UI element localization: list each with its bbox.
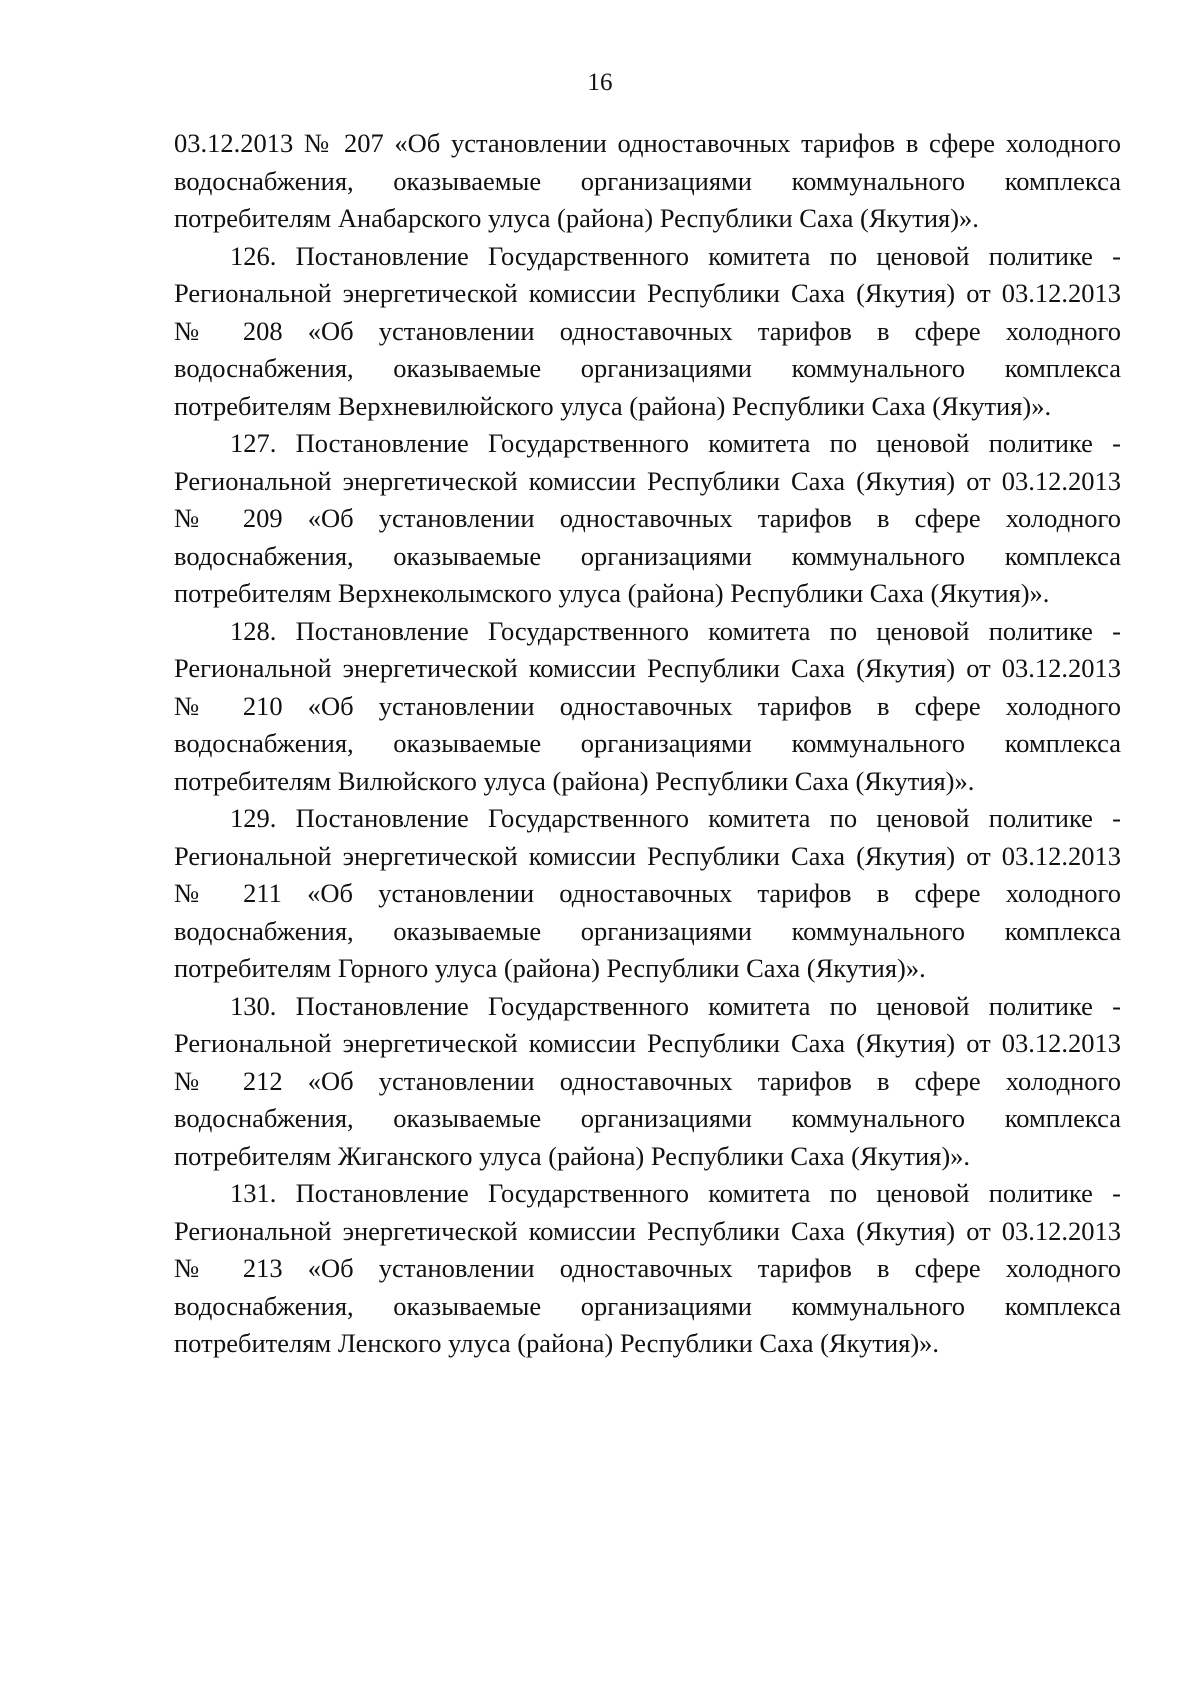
paragraph-item-126: 126. Постановление Государственного комитета по ценовой политике - Региональной энергетической комиссии Республики Саха (Якутия) от 03.12.2013 № 208 «Об установлении одноставочных тарифов в сфере холодного водоснабжения, оказываемые организациями коммунального комплекса потребителям Верхневилюйского улуса (района) Республики Саха (Якутия)». bbox=[174, 240, 1121, 421]
document-body bbox=[174, 125, 1121, 1363]
paragraph-item-128: 128. Постановление Государственного комитета по ценовой политике - Региональной энергетической комиссии Республики Саха (Якутия) от 03.12.2013 № 210 «Об установлении одноставочных тарифов в сфере холодного водоснабжения, оказываемые организациями коммунального комплекса потребителям Вилюйского улуса (района) Республики Саха (Якутия)». bbox=[174, 615, 1121, 796]
paragraph-item-130: 130. Постановление Государственного комитета по ценовой политике - Региональной энергетической комиссии Республики Саха (Якутия) от 03.12.2013 № 212 «Об установлении одноставочных тарифов в сфере холодного водоснабжения, оказываемые организациями коммунального комплекса потребителям Жиганского улуса (района) Республики Саха (Якутия)». bbox=[174, 990, 1121, 1171]
paragraph-item-127: 127. Постановление Государственного комитета по ценовой политике - Региональной энергетической комиссии Республики Саха (Якутия) от 03.12.2013 № 209 «Об установлении одноставочных тарифов в сфере холодного водоснабжения, оказываемые организациями коммунального комплекса потребителям Верхнеколымского улуса (района) Республики Саха (Якутия)». bbox=[174, 428, 1121, 608]
page-number: 16 bbox=[587, 69, 613, 96]
paragraph-continuation: 03.12.2013 № 207 «Об установлении одноставочных тарифов в сфере холодного водоснабжения, оказываемые организациями коммунального комплекса потребителям Анабарского улуса (района) Республики Саха (Якутия)». bbox=[174, 128, 1121, 233]
paragraph-item-131: 131. Постановление Государственного комитета по ценовой политике - Региональной энергетической комиссии Республики Саха (Якутия) от 03.12.2013 № 213 «Об установлении одноставочных тарифов в сфере холодного водоснабжения, оказываемые организациями коммунального комплекса потребителям Ленского улуса (района) Республики Саха (Якутия)». bbox=[174, 1178, 1121, 1358]
paragraph-item-129: 129. Постановление Государственного комитета по ценовой политике - Региональной энергетической комиссии Республики Саха (Якутия) от 03.12.2013 № 211 «Об установлении одноставочных тарифов в сфере холодного водоснабжения, оказываемые организациями коммунального комплекса потребителям Горного улуса (района) Республики Саха (Якутия)». bbox=[174, 803, 1121, 983]
